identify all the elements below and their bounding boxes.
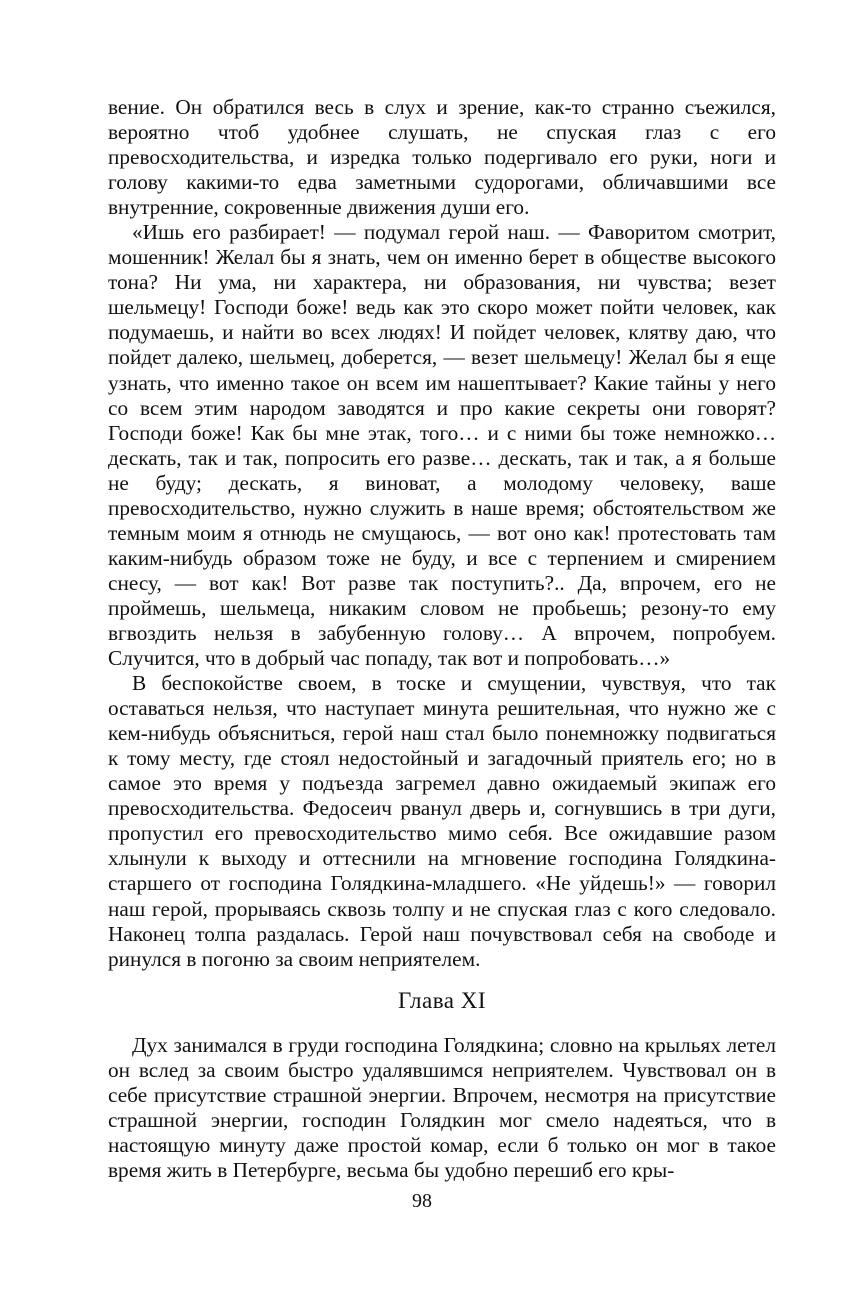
paragraph-crowd: В беспокойстве своем, в тоске и смущении, чувствуя, что так оставаться нельзя, что наступает минута решительная, что нужно же с кем-нибудь объясниться, герой наш стал было понемножку подвигаться к тому месту, где стоял недостойный и загадочный приятель его; но в самое это время у подъезда загремел давно ожидаемый экипаж его превосходительства. Федосеич рванул дверь и, согнувшись в три дуги, пропустил его превосходительство мимо себя. Все ожидавшие разом хлынули к выходу и оттеснили на мгновение господина Голядкина-старшего от господина Голядкина-младшего. «Не уйдешь!» — говорил наш герой, прорываясь сквозь толпу и не спуская глаз с кого следовало. Наконец толпа раздалась. Герой наш почувствовал себя на свободе и ринулся в погоню за своим неприятелем.	[108, 671, 776, 971]
chapter-title: Глава XI	[397, 988, 487, 1013]
body-text	[108, 95, 776, 972]
page-number: 98	[412, 1190, 432, 1212]
chapter-body	[108, 1033, 776, 1183]
chapter-paragraph: Дух занимался в груди господина Голядкина; словно на крыльях летел он вслед за своим быстро удалявшимся неприятелем. Чувствовал он в себе присутствие страшной энергии. Впрочем, несмотря на присутствие страшной энергии, господин Голядкин мог смело надеяться, что в настоящую минуту даже простой комар, если б только он мог в такое время жить в Петербурге, весьма бы удобно перешиб его кры-	[108, 1033, 776, 1183]
paragraph-monologue: «Ишь его разбирает! — подумал герой наш. — Фаворитом смотрит, мошенник! Желал бы я знать, чем он именно берет в обществе высокого тона? Ни ума, ни характера, ни образования, ни чувства; везет шельмецу! Господи боже! ведь как это скоро может пойти человек, как подумаешь, и найти во всех людях! И пойдет человек, клятву даю, что пойдет далеко, шельмец, доберется, — везет шельмецу! Желал бы я еще узнать, что именно такое он всем им нашептывает? Какие тайны у него со всем этим народом заводятся и про какие секреты они говорят? Господи боже! Как бы мне этак, того… и с ними бы тоже немножко… дескать, так и так, попросить его разве… дескать, так и так, а я больше не буду; дескать, я виноват, а молодому человеку, ваше превосходительство, нужно служить в наше время; обстоятельством же темным моим я отнюдь не смущаюсь, — вот оно как! протестовать там каким-нибудь образом тоже не буду, и все с терпением и смирением снесу, — вот как! Вот разве так поступить?.. Да, впрочем, его не проймешь, шельмеца, никаким словом не пробьешь; резону-то ему вгвоздить нельзя в забубенную голову… А впрочем, попробуем. Случится, что в добрый час попаду, так вот и попробовать…»	[108, 220, 776, 671]
paragraph-continuation: вение. Он обратился весь в слух и зрение, как-то странно съежился, вероятно чтоб удобнее слушать, не спуская глаз с его превосходительства, и изредка только подергивало его руки, ноги и голову какими-то едва заметными судорогами, обличавшими все внутренние, сокровенные движения души его.	[108, 95, 776, 220]
